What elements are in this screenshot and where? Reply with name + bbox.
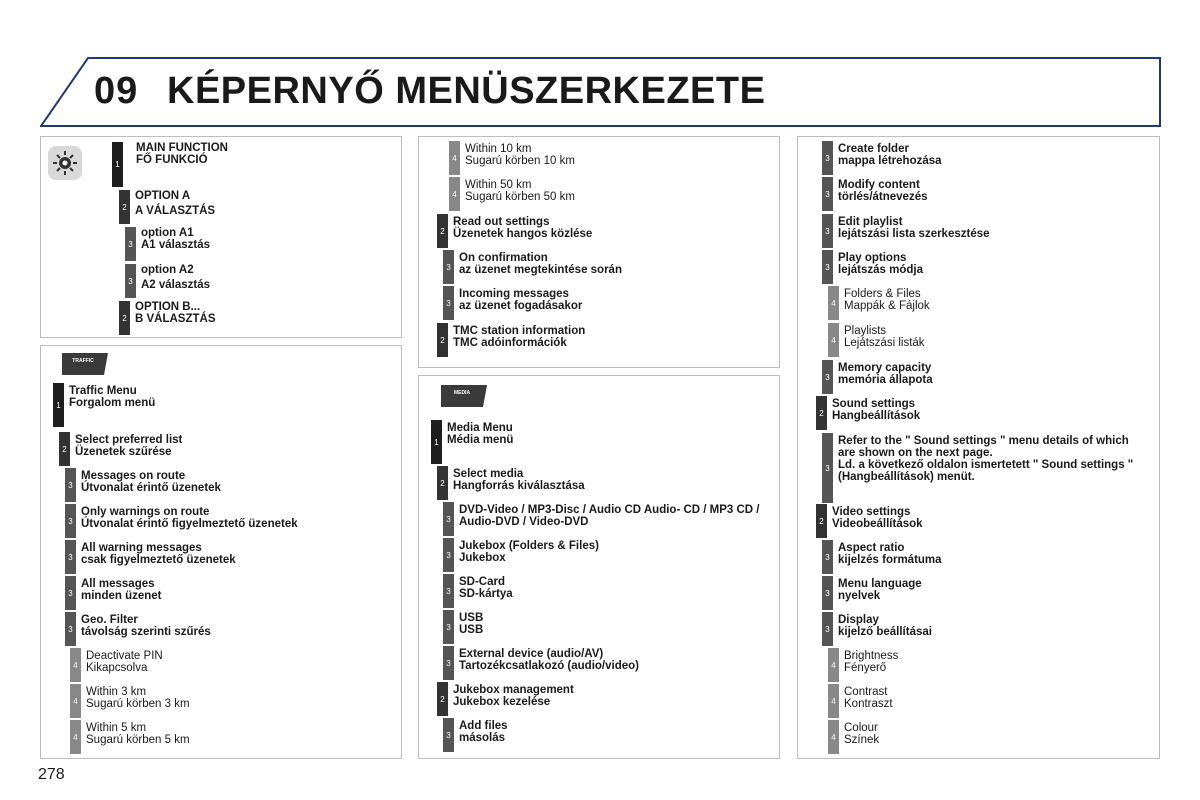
item-label-en: Within 5 km: [86, 722, 147, 734]
item-label-line: Hangbeállítások: [832, 410, 921, 422]
item-label-line: Média menü: [447, 434, 514, 446]
item-label-line: Fényerő: [844, 662, 887, 674]
item-label-hu: B VÁLASZTÁS: [135, 313, 216, 325]
page-title: KÉPERNYŐ MENÜSZERKEZETE: [167, 70, 766, 112]
item-label-en: On confirmation: [459, 252, 548, 264]
item-label-en: Select preferred list: [75, 434, 183, 446]
item-label-en: Only warnings on route: [81, 506, 210, 518]
item-label-en: Read out settings: [453, 216, 550, 228]
item-label-line: távolság szerinti szűrés: [81, 626, 211, 638]
item-label-en: Jukebox management: [453, 684, 574, 696]
item-label-line: Jukebox kezelése: [453, 696, 551, 708]
item-label-line: Tartozékcsatlakozó (audio/video): [459, 660, 639, 672]
item-label-line: Audio-DVD / Video-DVD: [459, 516, 589, 528]
level-badge: 2: [437, 466, 448, 500]
item-label-en: Deactivate PIN: [86, 650, 163, 662]
item-label-en: Playlists: [844, 325, 887, 337]
level-badge: 4: [828, 720, 839, 754]
level-badge: 1: [431, 420, 442, 464]
item-label-line: Sugarú körben 10 km: [465, 155, 575, 167]
item-label-line: Útvonalat érintő üzenetek: [81, 482, 221, 494]
media-tab-label: MEDIA: [453, 390, 471, 396]
item-label-en: Geo. Filter: [81, 614, 138, 626]
item-label-line: az üzenet megtekintése során: [459, 264, 622, 276]
item-label-line: Jukebox: [459, 552, 506, 564]
item-label-line: törlés/átnevezés: [838, 191, 928, 203]
item-label-en: Aspect ratio: [838, 542, 905, 554]
item-label-en: Traffic Menu: [69, 385, 137, 397]
item-label-en: DVD-Video / MP3-Disc / Audio CD Audio- CD / MP3 CD /: [459, 504, 760, 516]
item-label-en: Modify content: [838, 179, 920, 191]
level-badge: 3: [443, 574, 454, 608]
item-label-en: Brightness: [844, 650, 899, 662]
item-label-en: Create folder: [838, 143, 909, 155]
item-label-line: mappa létrehozása: [838, 155, 942, 167]
level-badge: 3: [443, 250, 454, 284]
item-label-en: Within 3 km: [86, 686, 147, 698]
item-label-en: Menu language: [838, 578, 922, 590]
item-label-en: SD-Card: [459, 576, 506, 588]
level-badge: 4: [828, 323, 839, 357]
item-label-en: Select media: [453, 468, 524, 480]
level-badge: 2: [59, 432, 70, 466]
item-label-en: Folders & Files: [844, 288, 921, 300]
item-label-en: MAIN FUNCTION: [136, 142, 228, 154]
item-label-line: Videobeállítások: [832, 518, 923, 530]
item-label-en: Media Menu: [447, 422, 513, 434]
item-label-en: All messages: [81, 578, 155, 590]
level-badge: 1: [53, 383, 64, 427]
item-label-en: Video settings: [832, 506, 911, 518]
item-label-line: (Hangbeállítások) menüt.: [838, 471, 975, 483]
level-badge: 2: [437, 682, 448, 716]
level-badge: 3: [125, 264, 136, 298]
level-badge: 4: [449, 177, 460, 211]
item-label-line: kijelzés formátuma: [838, 554, 942, 566]
item-label-en: TMC station information: [453, 325, 586, 337]
item-label-en: Jukebox (Folders & Files): [459, 540, 599, 552]
item-label-en: option A1: [141, 227, 194, 239]
level-badge: 3: [822, 540, 833, 574]
item-label-hu: FŐ FUNKCIÓ: [136, 154, 208, 166]
chapter-number: 09: [94, 70, 139, 112]
item-label-en: Add files: [459, 720, 508, 732]
level-badge: 2: [437, 323, 448, 357]
level-badge: 2: [119, 301, 130, 335]
level-badge: 3: [822, 612, 833, 646]
item-label-hu: A VÁLASZTÁS: [135, 205, 216, 217]
item-label-en: Incoming messages: [459, 288, 569, 300]
item-label-line: minden üzenet: [81, 590, 162, 602]
traffic-tab-label: TRAFFIC: [72, 358, 94, 364]
item-label-en: OPTION B...: [135, 301, 201, 313]
item-label-en: Edit playlist: [838, 216, 903, 228]
item-label-en: External device (audio/AV): [459, 648, 604, 660]
item-label-line: nyelvek: [838, 590, 881, 602]
level-badge: 3: [822, 433, 833, 503]
level-badge: 3: [65, 612, 76, 646]
item-label-en: Refer to the " Sound settings " menu details of which: [838, 435, 1129, 447]
item-label-line: Sugarú körben 5 km: [86, 734, 190, 746]
traffic-tab-icon: [62, 353, 108, 373]
item-label-line: Sugarú körben 3 km: [86, 698, 190, 710]
item-label-line: Sugarú körben 50 km: [465, 191, 575, 203]
item-label-line: SD-kártya: [459, 588, 513, 600]
page-number: 278: [38, 766, 65, 783]
item-label-line: Üzenetek szűrése: [75, 446, 172, 458]
panel-legend: [40, 136, 402, 338]
item-label-en: Sound settings: [832, 398, 916, 410]
level-badge: 2: [119, 190, 130, 224]
level-badge: 1: [112, 142, 123, 187]
level-badge: 3: [822, 177, 833, 211]
level-badge: 3: [822, 360, 833, 394]
level-badge: 3: [822, 250, 833, 284]
level-badge: 3: [443, 538, 454, 572]
item-label-en: Colour: [844, 722, 878, 734]
item-label-en: Messages on route: [81, 470, 186, 482]
level-badge: 4: [828, 684, 839, 718]
item-label-line: másolás: [459, 732, 506, 744]
item-label-line: Forgalom menü: [69, 397, 156, 409]
item-label-line: TMC adóinformációk: [453, 337, 567, 349]
level-badge: 3: [443, 286, 454, 320]
item-label-en: option A2: [141, 264, 194, 276]
item-label-line: Hangforrás kiválasztása: [453, 480, 585, 492]
item-label-en: Memory capacity: [838, 362, 932, 374]
media-tab-icon: [441, 385, 487, 405]
level-badge: 3: [822, 214, 833, 248]
item-label-hu: A1 választás: [141, 239, 211, 251]
item-label-line: csak figyelmeztető üzenetek: [81, 554, 236, 566]
level-badge: 3: [65, 576, 76, 610]
item-label-line: are shown on the next page.: [838, 447, 993, 459]
item-label-en: All warning messages: [81, 542, 202, 554]
item-label-line: USB: [459, 624, 484, 636]
item-label-line: Kontraszt: [844, 698, 893, 710]
level-badge: 4: [828, 286, 839, 320]
level-badge: 2: [816, 504, 827, 538]
level-badge: 3: [65, 504, 76, 538]
level-badge: 3: [443, 646, 454, 680]
level-badge: 4: [70, 720, 81, 754]
item-label-en: Play options: [838, 252, 907, 264]
level-badge: 3: [443, 502, 454, 536]
level-badge: 3: [822, 576, 833, 610]
level-badge: 4: [70, 648, 81, 682]
item-label-line: Lejátszási listák: [844, 337, 925, 349]
item-label-en: Contrast: [844, 686, 888, 698]
level-badge: 3: [443, 610, 454, 644]
level-badge: 3: [822, 141, 833, 175]
item-label-en: Display: [838, 614, 879, 626]
item-label-line: lejátszási lista szerkesztése: [838, 228, 990, 240]
item-label-line: Üzenetek hangos közlése: [453, 228, 593, 240]
level-badge: 3: [443, 718, 454, 752]
item-label-en: USB: [459, 612, 484, 624]
level-badge: 3: [65, 540, 76, 574]
level-badge: 3: [125, 227, 136, 261]
item-label-line: Kikapcsolva: [86, 662, 148, 674]
gear-icon: [48, 146, 82, 180]
level-badge: 4: [70, 684, 81, 718]
item-label-line: Ld. a következő oldalon ismertetett " Sound settings ": [838, 459, 1134, 471]
level-badge: 2: [816, 396, 827, 430]
level-badge: 3: [65, 468, 76, 502]
level-badge: 4: [828, 648, 839, 682]
item-label-line: kijelző beállításai: [838, 626, 932, 638]
item-label-en: Within 50 km: [465, 179, 532, 191]
item-label-line: az üzenet fogadásakor: [459, 300, 583, 312]
item-label-hu: A2 választás: [141, 279, 211, 291]
item-label-line: Mappák & Fájlok: [844, 300, 930, 312]
level-badge: 2: [437, 214, 448, 248]
level-badge: 4: [449, 141, 460, 175]
item-label-en: Within 10 km: [465, 143, 532, 155]
item-label-en: OPTION A: [135, 190, 191, 202]
item-label-line: memória állapota: [838, 374, 933, 386]
item-label-line: Útvonalat érintő figyelmeztető üzenetek: [81, 518, 298, 530]
item-label-line: Színek: [844, 734, 880, 746]
item-label-line: lejátszás módja: [838, 264, 924, 276]
